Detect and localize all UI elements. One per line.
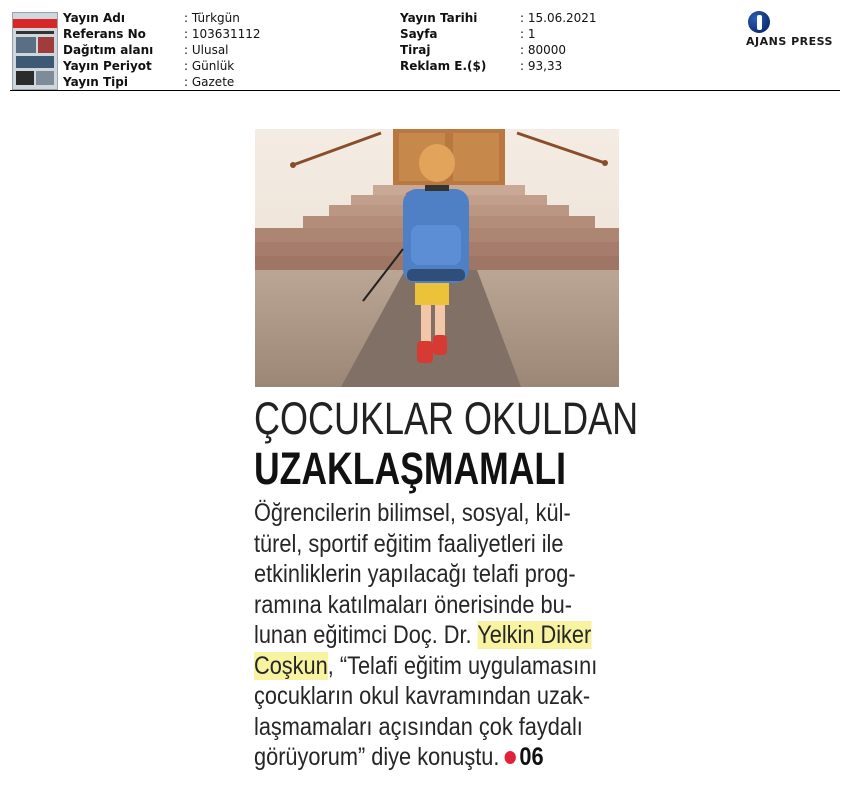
- body-line: türel, sportif eğitim faaliyetleri ile: [254, 529, 564, 558]
- ajans-press-logo-icon: [748, 11, 770, 33]
- info-row-ad-value: [400, 58, 597, 74]
- info-value: : 1: [520, 27, 536, 41]
- info-label: Sayfa: [400, 27, 438, 41]
- body-line: çocukların okul kavramından uzak-: [254, 682, 591, 710]
- highlighted-name: Yelkin Diker: [477, 621, 592, 649]
- info-row-publication-name: [63, 10, 261, 26]
- info-label: Dağıtım alanı: [63, 43, 154, 57]
- info-row-circulation: [400, 42, 597, 58]
- body-line: ramına katılmaları önerisinde bu-: [254, 590, 572, 619]
- info-label: Reklam E.($): [400, 59, 487, 73]
- highlighted-name: Coşkun: [254, 651, 328, 680]
- publication-info-left: [63, 10, 261, 90]
- info-label: Tiraj: [400, 43, 431, 57]
- body-line: [254, 651, 602, 682]
- info-row-reference-no: [63, 26, 261, 42]
- article-headline-line1: ÇOCUKLAR OKULDAN: [254, 393, 639, 444]
- info-label: Referans No: [63, 27, 146, 41]
- info-value: : 103631112: [184, 27, 261, 41]
- info-value: : Ulusal: [184, 43, 229, 57]
- body-line: Öğrencilerin bilimsel, sosyal, kül-: [254, 499, 571, 527]
- page-marker-dot: [505, 751, 516, 764]
- article-headline-line2: UZAKLAŞMAMALI: [254, 443, 567, 494]
- page-reference: 06: [519, 743, 544, 771]
- clipping-header: [10, 10, 840, 90]
- info-value: : 80000: [520, 43, 567, 57]
- info-label: Yayın Adı: [63, 11, 125, 25]
- body-line: [254, 620, 602, 651]
- info-value: : Günlük: [184, 59, 235, 73]
- body-text: lunan eğitimci Doç. Dr.: [254, 621, 478, 649]
- body-line: etkinliklerin yapılacağı telafi prog-: [254, 560, 576, 588]
- child-walking-to-school-image: [255, 129, 619, 387]
- body-text: , “Telafi eğitim uygulamasını: [327, 651, 598, 680]
- publication-info-right: [400, 10, 597, 74]
- body-text: görüyorum” diye konuştu.: [254, 743, 500, 771]
- info-value: : 15.06.2021: [520, 11, 597, 25]
- info-label: Yayın Tarihi: [400, 11, 478, 25]
- info-value: : Türkgün: [184, 11, 240, 25]
- newspaper-thumbnail: [12, 12, 58, 90]
- header-divider: [10, 90, 840, 91]
- logo-text: AJANS PRESS: [746, 35, 833, 48]
- article-body: [254, 498, 654, 773]
- ajans-press-logo: [746, 11, 840, 51]
- info-row-period: [63, 58, 261, 74]
- info-label: Yayın Periyot: [63, 59, 152, 73]
- info-value: : 93,33: [520, 59, 563, 73]
- body-line: laşmamaları açısından çok faydalı: [254, 712, 583, 741]
- info-row-date: [400, 10, 597, 26]
- info-value: : Gazete: [184, 75, 235, 89]
- info-row-distribution: [63, 42, 261, 58]
- article-photo: [255, 129, 619, 387]
- info-row-type: [63, 74, 261, 90]
- body-line: [254, 742, 602, 773]
- info-label: Yayın Tipi: [63, 75, 128, 89]
- info-row-page: [400, 26, 597, 42]
